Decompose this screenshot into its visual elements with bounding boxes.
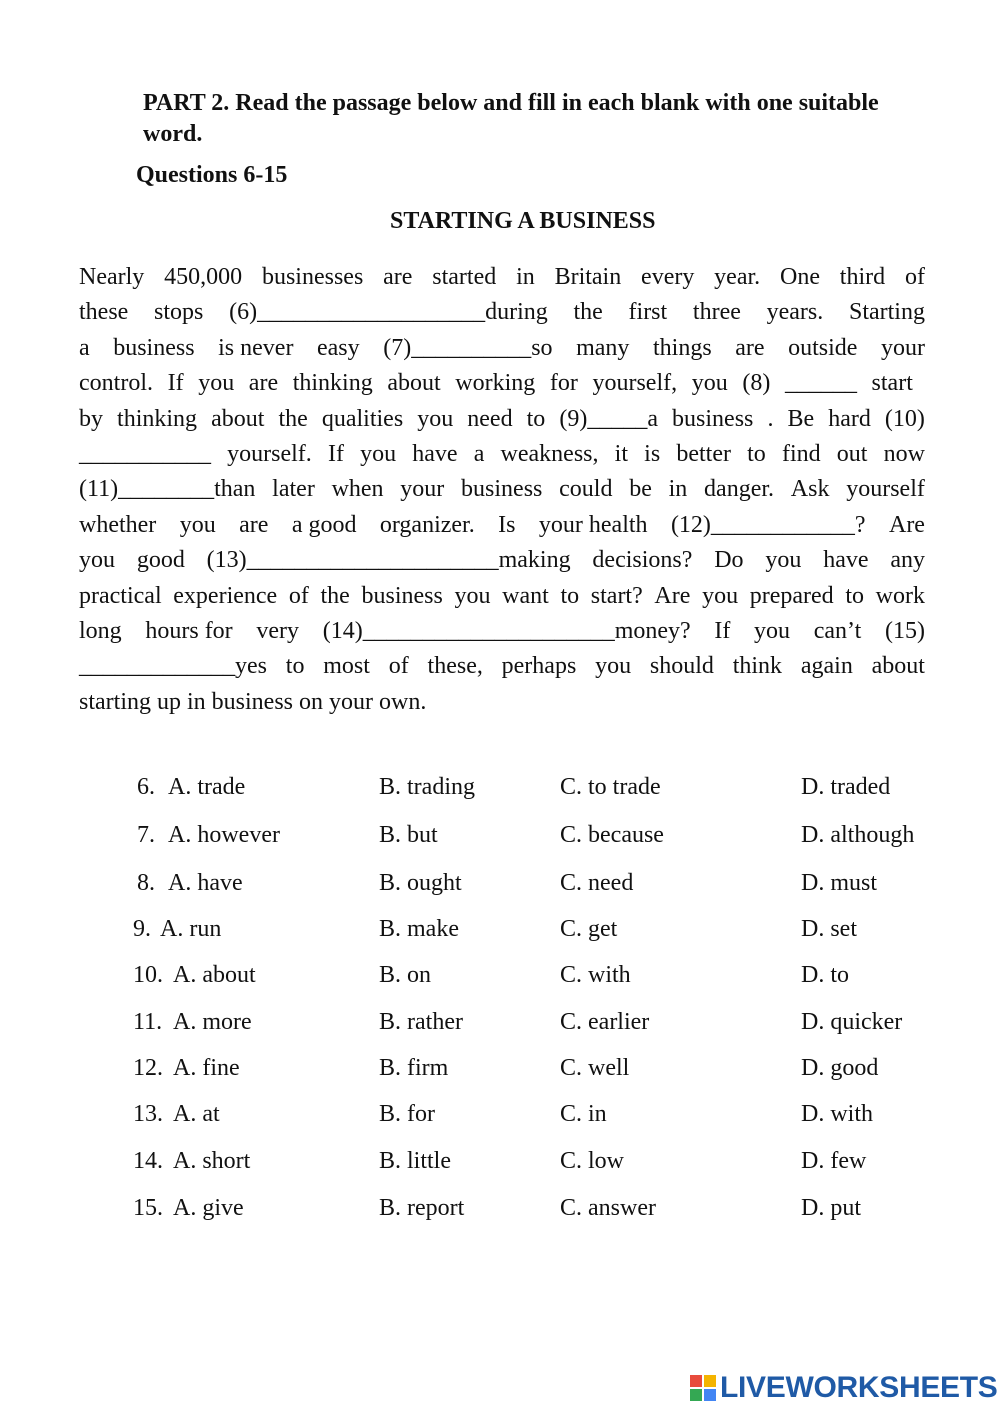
passage-word: danger.: [704, 476, 775, 503]
passage-word: your health: [538, 511, 648, 538]
option-c[interactable]: C. need: [560, 870, 634, 896]
passage-word: your: [400, 476, 445, 503]
passage-word: starting up in business on your own.: [79, 688, 427, 715]
passage-word: to: [526, 405, 546, 432]
passage-word: you: [702, 582, 739, 609]
question-row: [0, 1006, 999, 1038]
option-b[interactable]: B. rather: [379, 1009, 463, 1035]
passage-word: One: [779, 264, 820, 290]
passage-word: the: [278, 405, 308, 432]
question-number: 12.: [133, 1055, 163, 1081]
passage-word: be: [629, 476, 652, 503]
option-b[interactable]: B. report: [379, 1195, 465, 1221]
passage-word: about: [387, 370, 441, 397]
question-row: [0, 1098, 999, 1130]
option-c[interactable]: C. earlier: [560, 1009, 650, 1035]
option-d[interactable]: D. with: [801, 1101, 873, 1127]
passage-word: .: [767, 405, 774, 432]
question-number: 6.: [137, 774, 155, 800]
passage-word: business: [461, 476, 543, 503]
passage-word: Is: [498, 511, 516, 538]
question-number: 7.: [137, 822, 155, 848]
passage-word: years.: [766, 299, 824, 326]
passage-word: are: [383, 264, 413, 290]
passage-word: a good: [291, 511, 357, 538]
option-a[interactable]: A. at: [173, 1101, 220, 1127]
passage-word: businesses: [261, 264, 364, 290]
question-number: 9.: [133, 916, 151, 942]
passage-word: are: [248, 370, 279, 397]
passage-word: is: [644, 440, 661, 467]
passage-word: work: [875, 582, 925, 609]
passage-word: Be: [787, 405, 815, 432]
passage-word: (12)____________?: [670, 511, 866, 538]
passage-word: easy: [317, 334, 360, 361]
passage-word: of: [904, 264, 925, 290]
question-row: [0, 1192, 999, 1224]
option-d[interactable]: D. few: [801, 1148, 867, 1174]
passage-word: practical: [79, 582, 162, 609]
option-a[interactable]: A. about: [173, 962, 256, 988]
passage-word: business: [672, 405, 754, 432]
passage-word: out: [836, 440, 868, 467]
passage-word: of: [288, 582, 309, 609]
passage-word: Nearly: [79, 264, 145, 290]
passage-line: [79, 331, 925, 366]
passage-word: working: [455, 370, 536, 397]
passage-word: you: [179, 511, 216, 538]
passage-word: (6)___________________during: [229, 299, 548, 326]
passage-word: yourself,: [592, 370, 678, 397]
liveworksheets-logo: [690, 1372, 998, 1404]
passage-word: year.: [714, 264, 761, 290]
passage-word: are: [239, 511, 269, 538]
liveworksheets-logo-icon: [690, 1375, 716, 1401]
passage-line: [79, 402, 925, 437]
passage-word: Do: [714, 547, 744, 574]
passage-word: later: [272, 476, 315, 503]
question-number: 11.: [133, 1009, 163, 1035]
passage-word: (14)_____________________money?: [322, 617, 691, 644]
question-number: 8.: [137, 870, 155, 896]
passage-word: _____________yes: [79, 653, 267, 680]
passage-word: have: [823, 547, 869, 574]
option-c[interactable]: C. low: [560, 1148, 625, 1174]
passage-word: control.: [79, 370, 153, 397]
option-a[interactable]: A. trade: [168, 774, 246, 800]
passage-word: things: [653, 334, 712, 361]
passage-word: Ask: [790, 476, 830, 503]
option-b[interactable]: B. little: [379, 1148, 451, 1174]
option-b[interactable]: B. but: [379, 822, 438, 848]
option-b[interactable]: B. trading: [379, 774, 475, 800]
passage-word: prepared: [749, 582, 834, 609]
passage-word: start?: [590, 582, 643, 609]
passage-word: have: [412, 440, 458, 467]
passage-word: very: [256, 617, 300, 644]
passage-word: of: [388, 653, 409, 680]
passage-word: you: [417, 405, 454, 432]
question-number: 10.: [133, 962, 163, 988]
passage-line: [79, 366, 925, 401]
option-d[interactable]: D. good: [801, 1055, 879, 1081]
option-c[interactable]: C. well: [560, 1055, 630, 1081]
passage-word: the: [320, 582, 350, 609]
option-b[interactable]: B. ought: [379, 870, 462, 896]
passage-word: ______: [784, 370, 857, 397]
passage-word: hard: [828, 405, 871, 432]
option-d[interactable]: D. quicker: [801, 1009, 903, 1035]
passage-word: about: [211, 405, 265, 432]
instruction-heading: PART 2. Read the passage below and fill in each blank with one suitable word.: [143, 90, 879, 147]
option-a[interactable]: A. run: [160, 916, 222, 942]
passage-word: third: [839, 264, 886, 290]
option-a[interactable]: A. have: [168, 870, 243, 896]
option-c[interactable]: C. with: [560, 962, 631, 988]
passage-word: in: [668, 476, 688, 503]
questions-label: Questions 6-15: [136, 162, 288, 188]
option-a[interactable]: A. fine: [173, 1055, 240, 1081]
question-row: [0, 819, 999, 851]
passage-word: (9)_____a: [559, 405, 658, 432]
passage-word: whether: [79, 511, 157, 538]
passage-word: (13)_____________________making: [206, 547, 571, 574]
option-d[interactable]: D. traded: [801, 774, 891, 800]
brand-name: LIVEWORKSHEETS: [720, 1371, 998, 1404]
option-d[interactable]: D. must: [801, 870, 878, 896]
passage-word: (7)__________so: [383, 334, 553, 361]
passage-word: need: [467, 405, 513, 432]
passage-word: you: [691, 370, 728, 397]
passage-word: good: [136, 547, 185, 574]
passage-word: If: [714, 617, 731, 644]
question-row: [0, 771, 999, 803]
question-number: 15.: [133, 1195, 163, 1221]
question-row: [0, 1145, 999, 1177]
passage-word: a: [473, 440, 485, 467]
passage-word: weakness,: [500, 440, 599, 467]
passage-word: thinking: [117, 405, 198, 432]
passage-word: to: [560, 582, 580, 609]
passage-line: [79, 295, 925, 330]
passage-word: to: [845, 582, 864, 609]
passage-word: Starting: [848, 299, 925, 326]
passage-line: [79, 508, 925, 543]
option-d[interactable]: D. put: [801, 1195, 861, 1221]
passage-word: Are: [654, 582, 691, 609]
passage-word: find: [781, 440, 821, 467]
passage-word: to: [285, 653, 305, 680]
passage-word: your: [881, 334, 925, 361]
passage-word: ___________: [79, 440, 211, 467]
passage-word: business: [113, 334, 195, 361]
option-c[interactable]: C. in: [560, 1101, 607, 1127]
passage-word: Are: [888, 511, 925, 538]
passage-word: start: [871, 370, 925, 397]
passage-word: three: [692, 299, 741, 326]
passage-word: Britain: [554, 264, 622, 290]
passage-line: [79, 685, 925, 720]
option-d[interactable]: D. although: [801, 822, 915, 848]
passage-line: [79, 472, 925, 507]
passage-word: every: [641, 264, 695, 290]
passage-word: any: [890, 547, 925, 574]
option-d[interactable]: D. set: [801, 916, 857, 942]
question-number: 14.: [133, 1148, 163, 1174]
passage-word: perhaps: [501, 653, 577, 680]
passage-word: in: [516, 264, 535, 290]
passage-line: [79, 260, 925, 295]
passage-word: you: [198, 370, 235, 397]
passage-word: you: [79, 547, 115, 574]
passage-word: If: [167, 370, 184, 397]
passage-word: started: [432, 264, 497, 290]
option-c[interactable]: C. answer: [560, 1195, 656, 1221]
passage-word: yourself: [846, 476, 925, 503]
passage-word: these: [79, 299, 129, 326]
passage-word: again: [800, 653, 853, 680]
passage-word: think: [732, 653, 783, 680]
passage-word: thinking: [292, 370, 373, 397]
passage-word: hours for: [145, 617, 233, 644]
option-a[interactable]: A. short: [173, 1148, 251, 1174]
passage-word: a: [79, 334, 90, 361]
passage-word: should: [649, 653, 714, 680]
passage-word: experience: [173, 582, 278, 609]
passage-word: If: [327, 440, 344, 467]
passage-word: you: [765, 547, 802, 574]
passage-word: to: [747, 440, 766, 467]
option-d[interactable]: D. to: [801, 962, 849, 988]
question-row: [0, 913, 999, 945]
passage-word: is never: [218, 334, 294, 361]
passage-word: by: [79, 405, 103, 432]
option-a[interactable]: A. more: [173, 1009, 252, 1035]
passage-word: it: [614, 440, 629, 467]
option-c[interactable]: C. get: [560, 916, 618, 942]
question-row: [0, 959, 999, 991]
passage-word: the: [573, 299, 603, 326]
passage-line: [79, 579, 925, 614]
option-c[interactable]: C. to trade: [560, 774, 661, 800]
passage-word: business: [361, 582, 443, 609]
passage-word: you: [454, 582, 491, 609]
passage-word: now: [883, 440, 925, 467]
passage-word: outside: [788, 334, 858, 361]
question-number: 13.: [133, 1101, 163, 1127]
passage-word: most: [323, 653, 370, 680]
passage-word: better: [676, 440, 731, 467]
passage-word: qualities: [321, 405, 404, 432]
option-b[interactable]: B. make: [379, 916, 459, 942]
passage-word: (8): [742, 370, 771, 397]
passage-word: first: [628, 299, 668, 326]
passage-line: [79, 543, 925, 578]
passage-word: these,: [427, 653, 483, 680]
option-b[interactable]: B. firm: [379, 1055, 449, 1081]
passage-title: STARTING A BUSINESS: [390, 208, 656, 234]
passage-word: many: [576, 334, 630, 361]
option-b[interactable]: B. for: [379, 1101, 435, 1127]
passage-word: you: [595, 653, 632, 680]
passage-line: [79, 437, 925, 472]
passage-word: decisions?: [592, 547, 693, 574]
option-a[interactable]: A. however: [168, 822, 280, 848]
passage-word: can’t: [813, 617, 862, 644]
passage-word: (15): [884, 617, 925, 644]
option-a[interactable]: A. give: [173, 1195, 244, 1221]
passage-word: 450,000: [164, 264, 243, 290]
passage-word: yourself.: [227, 440, 312, 467]
passage-word: are: [735, 334, 765, 361]
option-b[interactable]: B. on: [379, 962, 432, 988]
passage-word: you: [360, 440, 397, 467]
question-row: [0, 1052, 999, 1084]
passage-word: want: [502, 582, 549, 609]
passage-word: when: [331, 476, 384, 503]
passage-text: [79, 260, 925, 720]
passage-word: could: [559, 476, 613, 503]
passage-line: [79, 614, 925, 649]
passage-word: (10): [884, 405, 925, 432]
passage-word: stops: [154, 299, 204, 326]
passage-word: about: [871, 653, 925, 680]
passage-line: [79, 649, 925, 684]
passage-word: (11)________than: [79, 476, 256, 503]
passage-word: long: [79, 617, 122, 644]
passage-word: you: [754, 617, 791, 644]
option-c[interactable]: C. because: [560, 822, 664, 848]
passage-word: for: [549, 370, 578, 397]
question-row: [0, 867, 999, 899]
passage-word: organizer.: [379, 511, 475, 538]
